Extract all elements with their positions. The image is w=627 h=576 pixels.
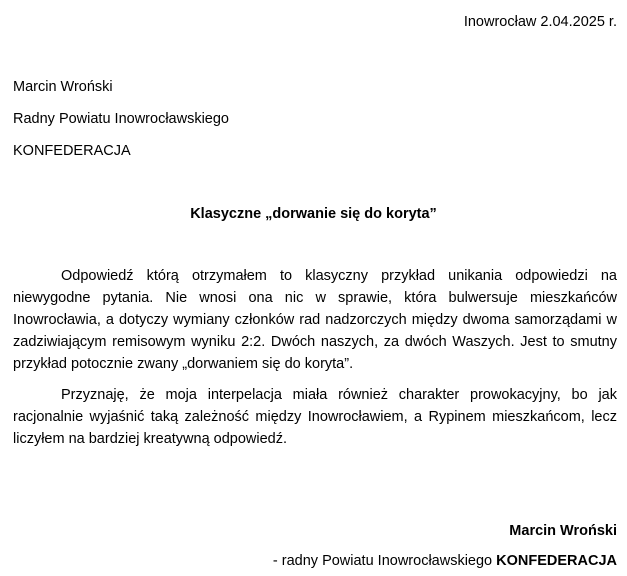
signature-party: KONFEDERACJA [496, 553, 617, 569]
body-paragraph-2: Przyznaję, że moja interpelacja miała również charakter prowokacyjny, bo jak racjonalnie wyjaśnić taką zależność między Inowrocławiem, a Rypinem mieszkańcom, lecz liczyłem na bardziej kreatywną odpowiedź. [13, 387, 617, 447]
place-date: Inowrocław 2.04.2025 r. [463, 14, 617, 30]
sender-party: KONFEDERACJA [13, 143, 131, 159]
sender-position: Radny Powiatu Inowrocławskiego [13, 111, 229, 127]
body-paragraph-1: Odpowiedź którą otrzymałem to klasyczny przykład unikania odpowiedzi na niewygodne pytania. Nie wnosi ona nic w sprawie, która bulwersuje mieszkańców Inowrocławia, a dotyczy wymiany członków rad nadzorczych między dwoma samorządami w zadziwiającym remisowym wyniku 2:2. Dwóch naszych, za dwóch Waszych. Jest to smutny przykład potocznie zwany „dorwaniem się do koryta”. [13, 268, 617, 372]
sender-name: Marcin Wroński [13, 79, 113, 95]
letter-title: Klasyczne „dorwanie się do koryta” [190, 206, 437, 222]
signature-role [273, 553, 617, 569]
signature-name: Marcin Wroński [509, 523, 617, 539]
signature-role-prefix: - radny Powiatu Inowrocławskiego [272, 553, 493, 569]
